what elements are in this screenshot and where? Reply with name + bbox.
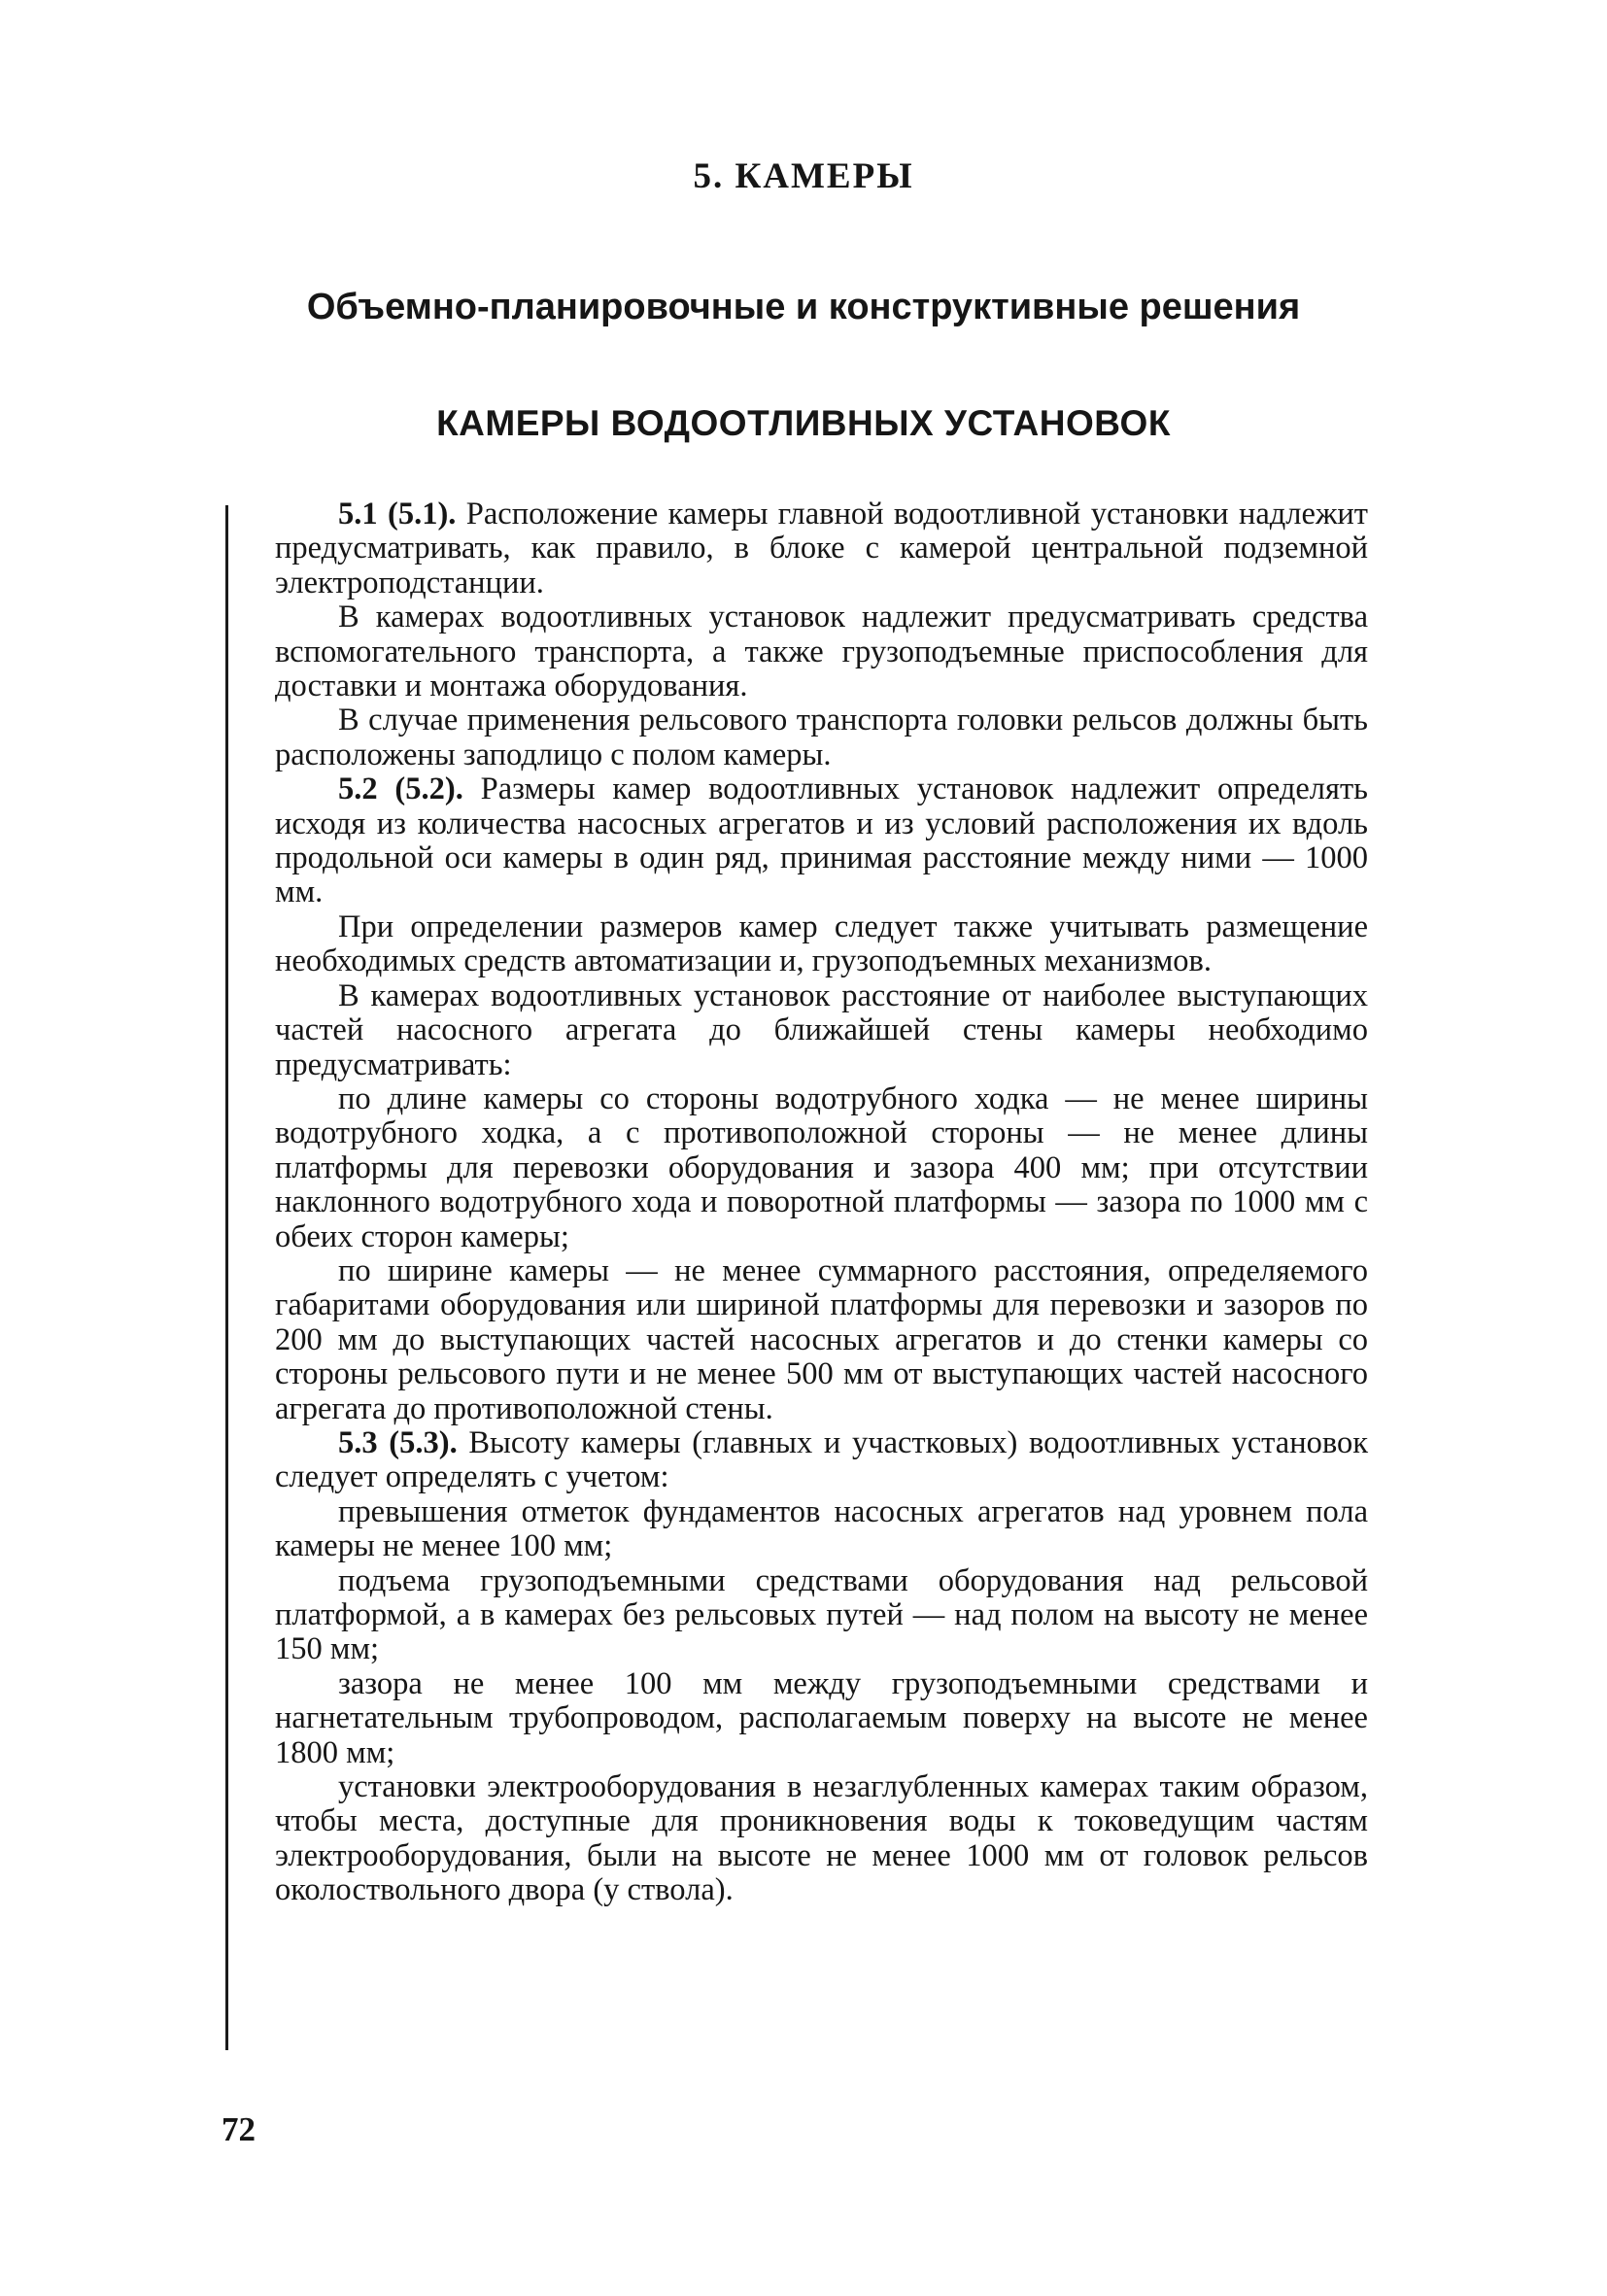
body-text [275,497,1368,1908]
paragraph-text: подъема грузоподъемными средствами оборудования над рельсовой платформой, а в камерах без рельсовых путей — над полом на высоту не менее 150 мм; [275,1562,1368,1667]
paragraph-text: по длине камеры со стороны водотрубного ходка — не менее ширины водотрубного ходка, а с противоположной стороны — не менее длины платформы для перевозки оборудования и зазора 400 мм; при отсутствии наклонного водотрубного хода и поворотной платформы — зазора по 1000 мм с обеих сторон камеры; [275,1080,1368,1254]
paragraph [275,910,1368,979]
paragraph [275,1254,1368,1426]
paragraph [275,1770,1368,1908]
margin-change-bar [225,505,228,2050]
paragraph [275,1495,1368,1564]
paragraph-text: превышения отметок фундаментов насосных агрегатов над уровнем пола камеры не менее 100 мм; [275,1493,1368,1564]
paragraph [275,979,1368,1082]
paragraph [275,497,1368,600]
paragraph [275,1667,1368,1770]
paragraph-text: В камерах водоотливных установок расстояние от наиболее выступающих частей насосного агрегата до ближайшей стены камеры необходимо предусматривать: [275,977,1368,1082]
paragraph-text: по ширине камеры — не менее суммарного расстояния, определяемого габаритами оборудования или шириной платформы для перевозки и зазоров по 200 мм до выступающих частей насосных агрегатов и до стенки камеры со стороны рельсового пути и не менее 500 мм от выступающих частей насосного агрегата до противоположной стены. [275,1252,1368,1426]
clause-number: 5.2 (5.2). [338,771,463,807]
chapter-title: 5. КАМЕРЫ [693,156,914,196]
paragraph [275,772,1368,910]
paragraph-text: В случае применения рельсового транспорта головки рельсов должны быть расположены заподлицо с полом камеры. [275,703,1368,772]
paragraph-text: установки электрооборудования в незаглубленных камерах таким образом, чтобы места, доступные для проникновения воды к токоведущим частям электрооборудования, были на высоте не менее 1000 мм от головок рельсов околоствольного двора (у ствола). [275,1769,1368,1908]
paragraph [275,703,1368,772]
paragraph-text: Расположение камеры главной водоотливной установки надлежит предусматривать, как правило, в блоке с камерой центральной подземной электроподстанции. [275,497,1368,600]
paragraph-text: Размеры камер водоотливных установок надлежит определять исходя из количества насосных агрегатов и из условий расположения их вдоль продольной оси камеры в один ряд, принимая расстояние между ними — 1000 мм. [275,771,1368,910]
paragraph [275,1082,1368,1254]
paragraph-text: зазора не менее 100 мм между грузоподъемными средствами и нагнетательным трубопроводом, располагаемым поверху на высоте не менее 1800 мм; [275,1665,1368,1770]
section-title: Объемно-планировочные и конструктивные решения [306,287,1301,327]
clause-number: 5.3 (5.3). [338,1424,458,1460]
paragraph [275,1426,1368,1495]
subsection-title: КАМЕРЫ ВОДООТЛИВНЫХ УСТАНОВОК [436,403,1171,443]
page-number: 72 [222,2110,256,2148]
paragraph [275,600,1368,703]
paragraph-text: В камерах водоотливных установок надлежит предусматривать средства вспомогательного транспорта, а также грузоподъемные приспособления для доставки и монтажа оборудования. [275,600,1368,704]
paragraph [275,1564,1368,1667]
clause-number: 5.1 (5.1). [338,497,457,531]
paragraph-text: Высоту камеры (главных и участковых) водоотливных установок следует определять с учетом: [275,1424,1368,1495]
paragraph-text: При определении размеров камер следует также учитывать размещение необходимых средств автоматизации и, грузоподъемных механизмов. [275,908,1368,979]
